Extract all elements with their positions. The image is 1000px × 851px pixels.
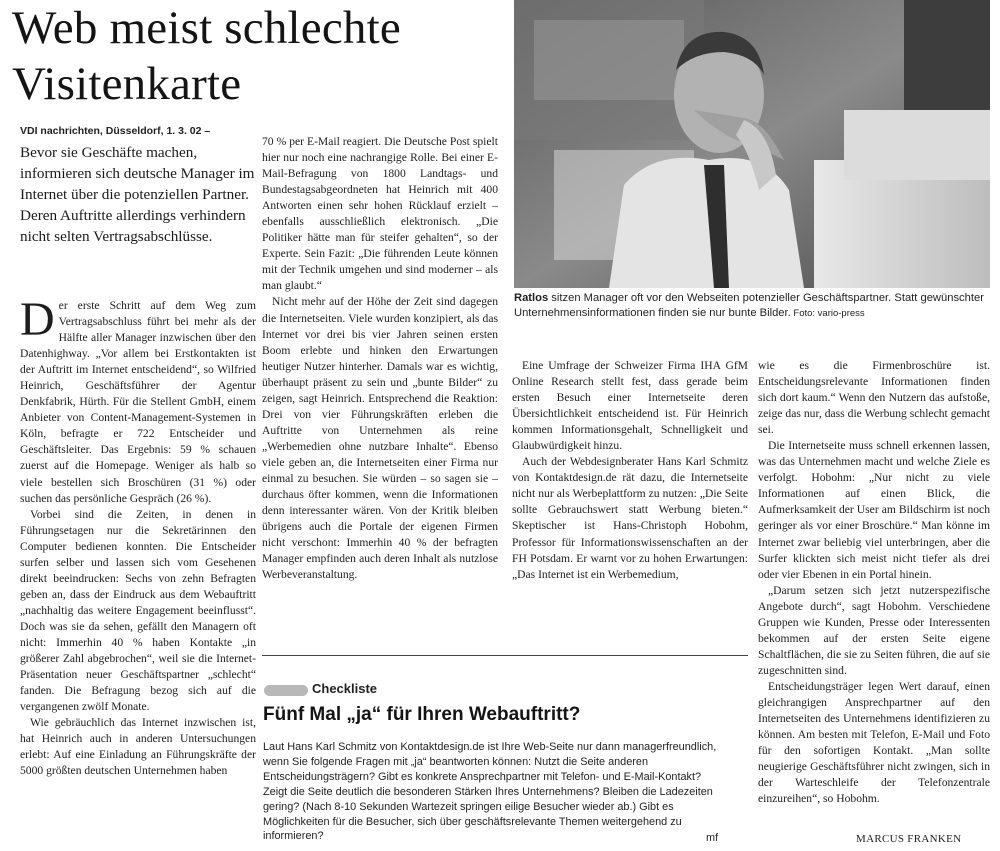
- body-paragraph: Wie gebräuchlich das Internet inzwischen ist, hat Heinrich auch in anderen Untersuchungen erlebt: Auf eine Einladung an Führungskräfte der 5000 größten deutschen Unternehmen haben: [20, 716, 256, 778]
- dateline: VDI nachrichten, Düsseldorf, 1. 3. 02 –: [20, 125, 211, 137]
- article-column-3: [512, 358, 748, 628]
- body-paragraph: Die Internetseite muss schnell erkennen lassen, was das Unternehmen macht und welche Ziele es verfolgt. Hobohm: „Nur nicht zu viele Informationen auf einen Blick, die Aufmerksamkeit der User am Bildschirm ist noch geringer als vor einer Broschüre.“ Man könne im Internet zwar beliebig viel unterbringen, aber die Surfer klickten sich meist nicht tiefer als drei oder vier Ebenen in ein Portal hinein.: [758, 439, 990, 581]
- checklist-title: Fünf Mal „ja“ für Ihren Webauftritt?: [263, 704, 581, 725]
- caption-text: sitzen Manager oft vor den Webseiten potenzieller Geschäftspartner. Statt gewünschter Unternehmensinformationen finden sie nur bunte Bilder.: [514, 292, 984, 319]
- body-paragraph: Eine Umfrage der Schweizer Firma IHA GfM Online Research stellt fest, dass gerade beim ersten Besuch einer Internetseite deren Übersichtlichkeit entscheidend ist. Für Heinrich kommen Informationsgehalt, Schnelligkeit und Glaubwürdigkeit hinzu.: [512, 359, 748, 453]
- checklist-divider: [262, 655, 748, 656]
- body-paragraph: 70 % per E-Mail reagiert. Die Deutsche Post spielt hier nur noch eine nachrangige Rolle. Bei einer E-Mail-Befragung von 1800 Landtags- und Bundestagsabgeordneten hat Heinrich mit 400 Antworten einen sehr hohen Rücklauf erzielt – ebenfalls ausschließlich elektronisch. „Die Politiker hätte man für steifer gehalten“, so der Experte. Sein Fazit: „Die führenden Leute können mit der Technik umgehen und sind moderner – als man glaubt.“: [262, 135, 498, 293]
- checklist-marker-icon: [264, 685, 308, 696]
- photo-manager-at-monitor-icon: [514, 0, 990, 288]
- body-paragraph: wie es die Firmenbroschüre ist. Entscheidungsrelevante Informationen finden sich dort kaum.“ Wenn den Nutzern das aufstoße, zeige das nur, dass die Werbung schlecht gemacht sei.: [758, 359, 990, 437]
- article-column-4: [758, 358, 990, 838]
- lead-paragraph: Bevor sie Geschäfte machen, informieren sich deutsche Manager im Internet über die potenziellen Partner. Deren Auftritte allerdings verhindern nicht selten Vertragsabschlüsse.: [20, 144, 255, 245]
- body-paragraph: Auch der Webdesignberater Hans Karl Schmitz von Kontaktdesign.de rät dazu, die Internetseite nicht nur als Werbeplattform zu nutzen: „Die Seite sollte Gebrauchswert statt Werbung bieten.“ Skeptischer ist Hans-Christoph Hobohm, Professor für Informationswissenschaften an der FH Potsdam. Er warnt vor zu hohen Erwartungen: „Das Internet ist ein Werbemedium,: [512, 455, 748, 581]
- author-byline: MARCUS FRANKEN: [856, 833, 962, 845]
- article-column-1: [20, 298, 256, 851]
- body-paragraph: Nicht mehr auf der Höhe der Zeit sind dagegen die Internetseiten. Viele wurden konzipiert, als das Internet vor drei bis vier Jahren seinen ersten Boom erlebte und hinken den Erwartungen heutiger Nutzer hinterher. Damals war es wichtig, überhaupt präsent zu sein und „bunte Bilder“ zu zeigen, sagt Heinrich. Entsprechend die Reaktion: Drei von vier Führungskräften erleben die Auftritte von Unternehmen als reine „Werbemedien ohne nutzbare Inhalte“. Ebenso viele geben an, die Internetseiten einer Firma nur einmal zu besuchen. Sie würden – so sagen sie – durchaus öfter kommen, wenn die Informationen denn interessanter wären. Von der Kritik bleiben übrigens auch die Portale der eigenen Firmen nicht verschont: Immerhin 40 % der befragten Manager empfinden auch deren Inhalt als nutzlose Werbeveranstaltung.: [262, 295, 498, 582]
- body-paragraph: „Darum setzen sich jetzt nutzerspezifische Angebote durch“, sagt Hobohm. Verschiedene Gruppen wie Kunden, Presse oder Interessenten bekommen auf der ersten Seite eigene Schaltflächen, die sie zu Seiten führen, die auf sie zugeschnitten sind.: [758, 583, 990, 677]
- checklist-label: Checkliste: [312, 681, 378, 696]
- body-paragraph: [20, 298, 256, 507]
- drop-cap: D: [20, 298, 55, 346]
- body-paragraph: Entscheidungsträger legen Wert darauf, einen gleichrangigen Ansprechpartner auf den Internetseiten des Unternehmens identifizieren zu können. Am besten mit Telefon, E-Mail und Foto für den sofortigen Kontakt. „Man sollte neugierige Geschäftsführer nicht zwingen, sich in der Warteschleife der Telefonzentrale einzureihen“, so Hobohm.: [758, 679, 990, 806]
- checklist-body: Laut Hans Karl Schmitz von Kontaktdesign.de ist Ihre Web-Seite nur dann managerfreundlich, wenn Sie folgende Fragen mit „ja“ beantworten können: Nutzt die Seite anderen Entscheidungsträgern? Gibt es konkrete Ansprechpartner mit Telefon- und E-Mail-Kontakt? Zeigt die Seite deutlich die besonderen Stärken Ihres Unternehmens? Bleiben die Ladezeiten gering? (Nach 8-10 Sekunden Wartezeit springen eilige Besucher wieder ab.) Gibt es Möglichkeiten für die Besucher, sich über geschäftsrelevante Themen weitergehend zu informieren?: [263, 741, 717, 843]
- photo-caption: [514, 291, 992, 321]
- caption-keyword: Ratlos: [514, 292, 549, 304]
- article-photo: [514, 0, 990, 288]
- body-paragraph: Vorbei sind die Zeiten, in denen in Führungsetagen nur die Sekretärinnen den Computer bedienen konnten. Die Entscheider surfen selber und lassen sich vom Gesehenen direkt beeindrucken: Sechs von zehn Befragten geben an, dass der Eindruck aus dem Webauftritt „nachhaltig das weitere Engagement beeinflusst“. Doch was sie da sehen, gefällt den Managern oft nicht: Immerhin 40 % haben Kontakte „in größerer Zahl abgebrochen“, weil sie die Internet-Präsentation neuer Geschäftspartner „schlecht“ fanden. Die Befragung bezog sich auf die vergangenen zwölf Monate.: [20, 507, 256, 714]
- headline: Web meist schlechte Visitenkarte: [12, 2, 401, 110]
- checklist-signature: mf: [706, 832, 719, 844]
- photo-credit: Foto: vario-press: [790, 308, 865, 319]
- article-column-2: [262, 134, 498, 629]
- paragraph-text: er erste Schritt auf dem Weg zum Vertragsabschluss führt bei mehr als der Hälfte aller Manager inzwischen über den Datenhighway. „Vor allem bei Erstkontakten ist der Auftritt im Internet entscheidend“, so Wilfried Heinrich, Geschäftsführer der Agentur Denkfabrik, Hürth. Für die Stellent GmbH, einem Anbieter von Content-Management-Systemen in Köln, befragte er 722 Entscheider und Geschäftsleiter. Das Ergebnis: 59 % schauen zuerst auf die Homepage. Weniger als halb so viele bestellen sich Broschüren (31 %) oder suchen das persönliche Gespräch (26 %).: [20, 299, 256, 505]
